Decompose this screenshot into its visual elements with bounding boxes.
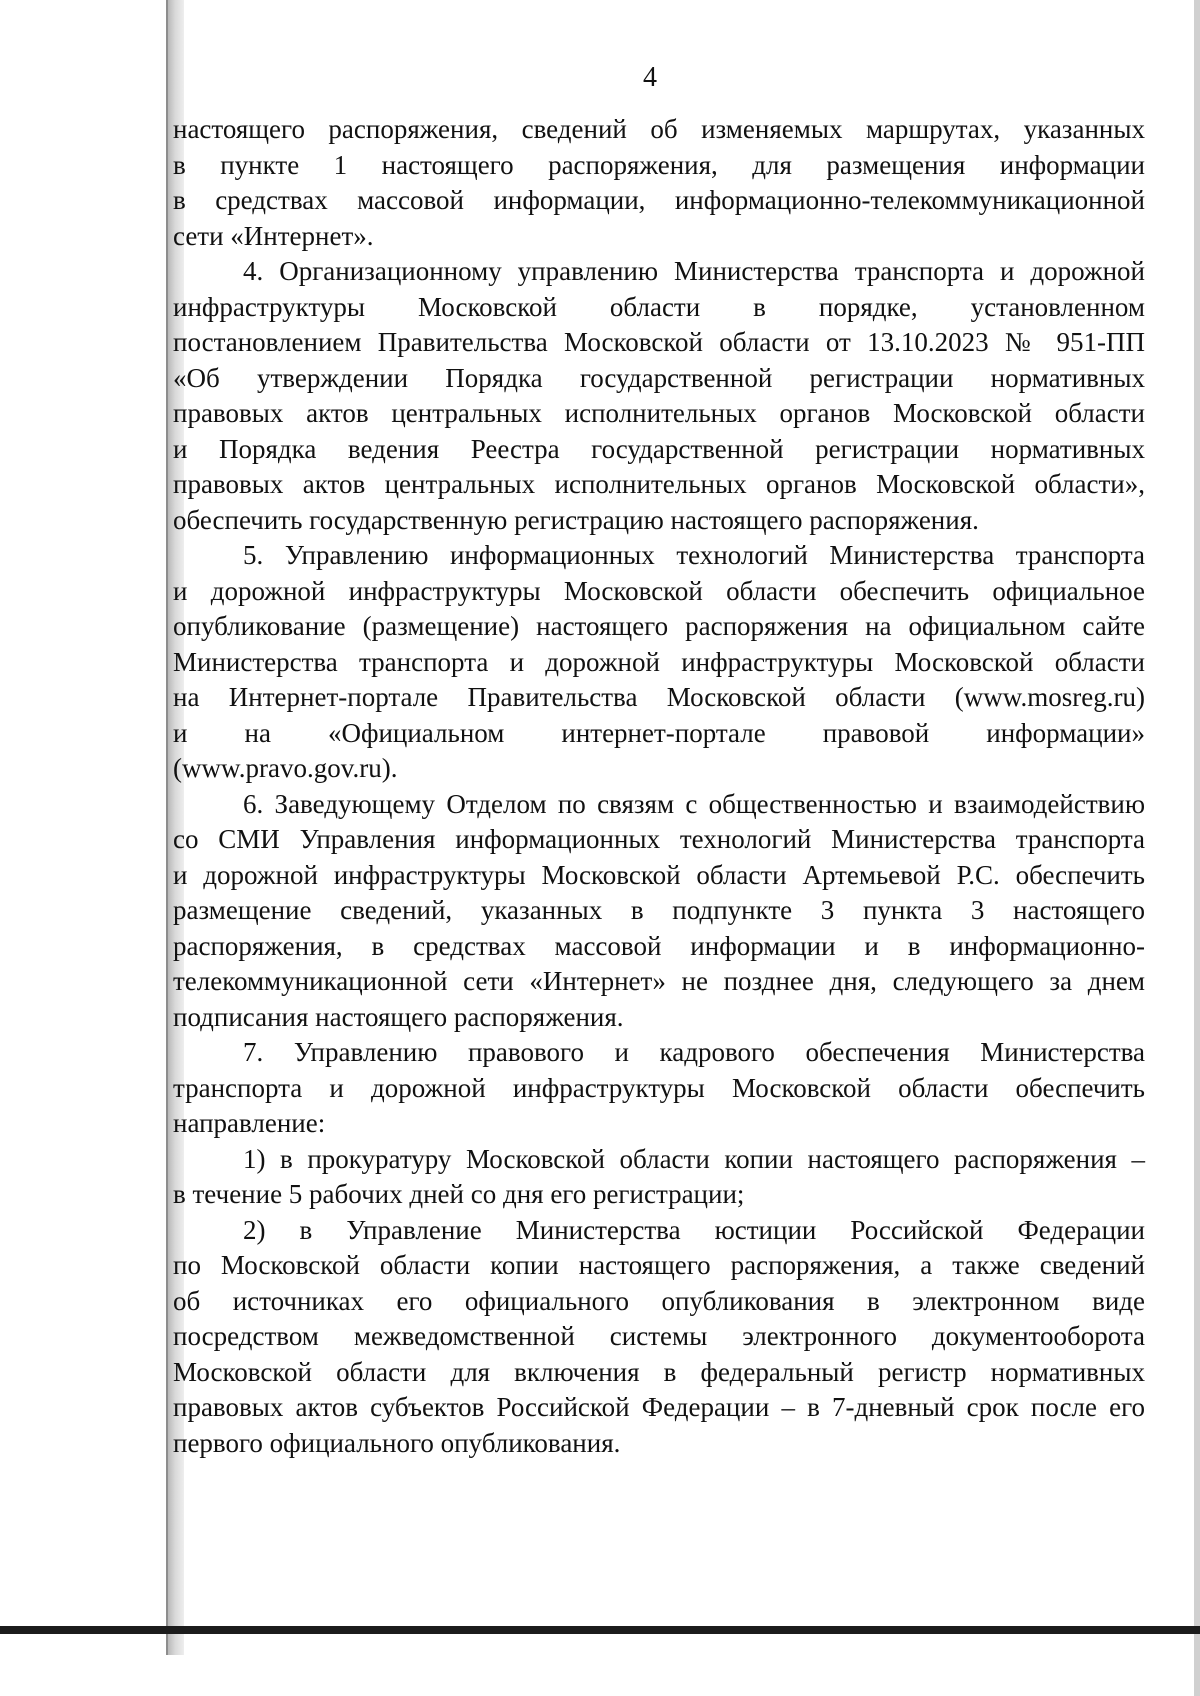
text-line: Министерства транспорта и дорожной инфраструктуры Московской области: [173, 646, 1145, 677]
text-line: посредством межведомственной системы электронного документооборота: [173, 1321, 1145, 1351]
text-line: размещение сведений, указанных в подпункте 3 пункта 3 настоящего: [173, 895, 1145, 925]
text-line: 4. Организационному управлению Министерства транспорта и дорожной: [243, 256, 1145, 286]
text-line: 7. Управлению правового и кадрового обеспечения Министерства: [243, 1037, 1145, 1067]
text-line: (www.pravo.gov.ru).: [173, 753, 398, 783]
text-line: и дорожной инфраструктуры Московской области обеспечить официальное: [173, 575, 1145, 606]
text-line: об источниках его официального опубликования в электронном виде: [173, 1285, 1145, 1316]
text-line: настоящего распоряжения, сведений об изменяемых маршрутах, указанных: [173, 114, 1145, 144]
text-line: правовых актов субъектов Российской Федерации – в 7-дневный срок после его: [173, 1392, 1145, 1422]
text-line: и дорожной инфраструктуры Московской области Артемьевой Р.С. обеспечить: [173, 859, 1145, 890]
paragraph-p3-tail: [173, 112, 1145, 254]
paragraph-p6: [173, 787, 1145, 1036]
scan-right-edge: [1194, 0, 1200, 1696]
text-line: инфраструктуры Московской области в порядке, установленном: [173, 291, 1145, 322]
text-line: распоряжения, в средствах массовой информации и в информационно-: [173, 930, 1145, 961]
text-line: со СМИ Управления информационных технологий Министерства транспорта: [173, 824, 1145, 854]
text-line: и Порядка ведения Реестра государственной регистрации нормативных: [173, 433, 1145, 464]
text-line: 2) в Управление Министерства юстиции Российской Федерации: [243, 1214, 1145, 1245]
text-line: постановлением Правительства Московской области от 13.10.2023 № 951-ПП: [173, 327, 1145, 357]
text-line: правовых актов центральных исполнительных органов Московской области»,: [173, 469, 1145, 499]
text-line: и на «Официальном интернет-портале правовой информации»: [173, 717, 1145, 748]
text-line: 1) в прокуратуру Московской области копии настоящего распоряжения –: [243, 1143, 1145, 1174]
text-line: обеспечить государственную регистрацию настоящего распоряжения.: [173, 504, 979, 535]
document-body: [173, 112, 1145, 1461]
text-line: 6. Заведующему Отделом по связям с общественностью и взаимодействию: [243, 788, 1145, 819]
text-line: телекоммуникационной сети «Интернет» не позднее дня, следующего за днем: [173, 966, 1145, 996]
text-line: в пункте 1 настоящего распоряжения, для размещения информации: [173, 149, 1145, 180]
text-line: опубликование (размещение) настоящего распоряжения на официальном сайте: [173, 611, 1145, 641]
text-line: направление:: [173, 1108, 326, 1138]
paragraph-p5: [173, 538, 1145, 787]
text-line: транспорта и дорожной инфраструктуры Московской области обеспечить: [173, 1072, 1145, 1103]
text-line: по Московской области копии настоящего распоряжения, а также сведений: [173, 1250, 1145, 1280]
paragraph-p7-1: [173, 1142, 1145, 1213]
paragraph-p4: [173, 254, 1145, 538]
text-line: в течение 5 рабочих дней со дня его регистрации;: [173, 1179, 745, 1209]
text-line: подписания настоящего распоряжения.: [173, 1001, 624, 1032]
text-line: правовых актов центральных исполнительных органов Московской области: [173, 398, 1145, 428]
text-line: первого официального опубликования.: [173, 1427, 621, 1458]
paragraph-p7: [173, 1035, 1145, 1142]
text-line: «Об утверждении Порядка государственной регистрации нормативных: [173, 362, 1145, 393]
text-line: на Интернет-портале Правительства Московской области (www.mosreg.ru): [173, 682, 1145, 712]
page-number: 4: [643, 62, 657, 93]
text-line: Московской области для включения в федеральный регистр нормативных: [173, 1356, 1145, 1387]
text-line: в средствах массовой информации, информационно-телекоммуникационной: [173, 185, 1145, 215]
scan-bottom-edge: [0, 1626, 1200, 1634]
text-line: 5. Управлению информационных технологий Министерства транспорта: [243, 540, 1145, 570]
paragraph-p7-2: [173, 1213, 1145, 1462]
text-line: сети «Интернет».: [173, 220, 374, 251]
